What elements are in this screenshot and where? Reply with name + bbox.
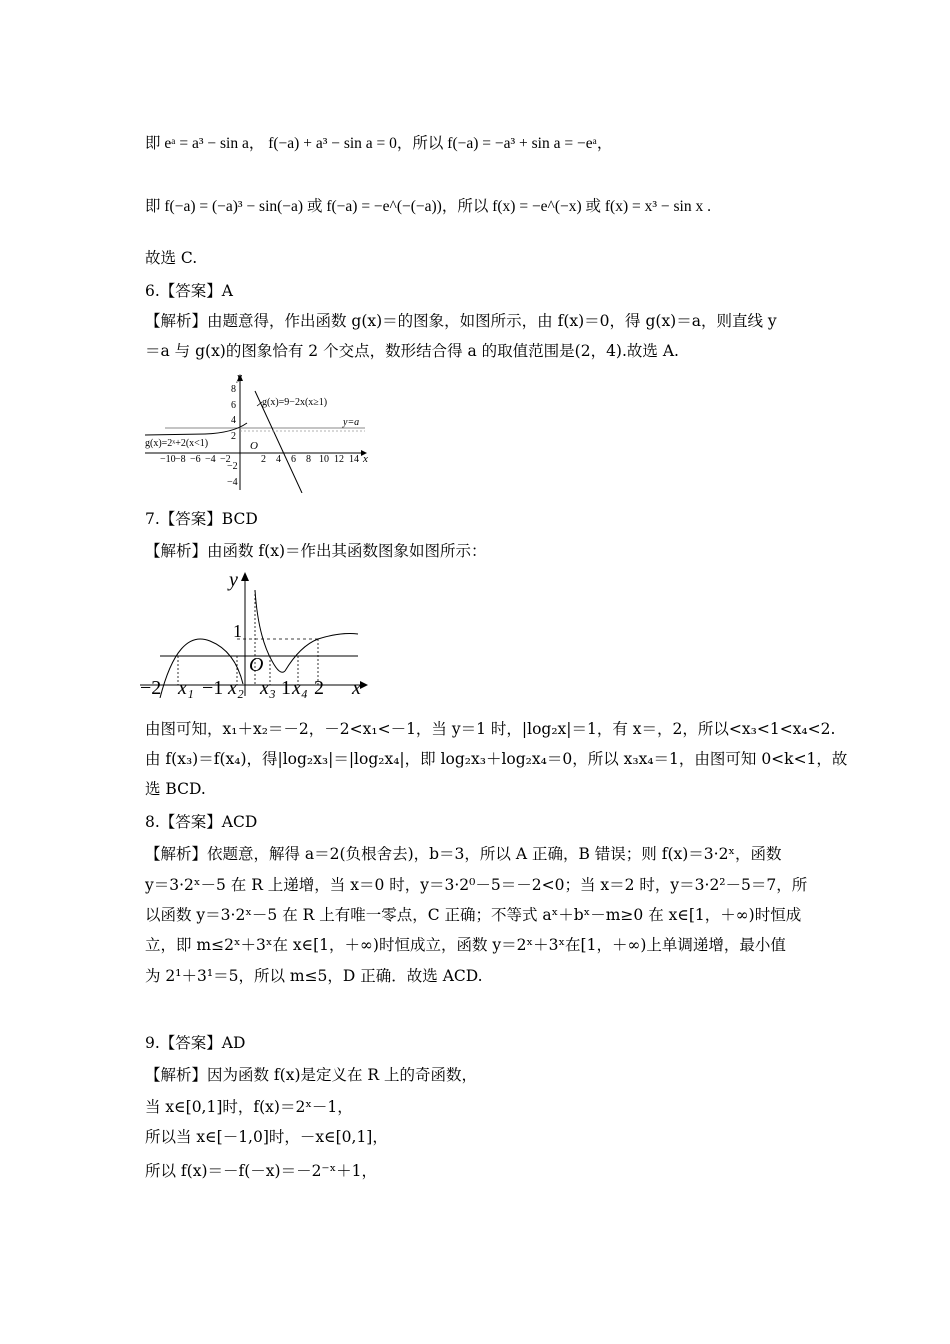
line: 【解析】由函数 f(x)＝作出其函数图象如图所示： — [145, 542, 487, 560]
label-left: g(x)=2ˣ+2(x<1) — [145, 438, 209, 449]
line: 8.【答案】ACD — [145, 813, 258, 831]
line-y-a-label: y=a — [343, 417, 360, 428]
line: 9.【答案】AD — [145, 1034, 246, 1052]
x-label: −2 — [140, 677, 162, 698]
x-axis-label: x — [352, 677, 361, 698]
line: 【解析】由题意得，作出函数 g(x)＝的图象，如图所示，由 f(x)＝0，得 g(x)＝a，则直线 y — [145, 312, 777, 330]
line: 由图可知，x₁＋x₂＝－2，－2<x₁<－1，当 y＝1 时，|log₂x|＝1，有 x＝，2，所以<x₃<1<x₄<2. — [145, 720, 836, 738]
line: ＝a 与 g(x)的图象恰有 2 个交点，数形结合得 a 的取值范围是(2，4).故选 A. — [145, 342, 679, 360]
y-tick: 4 — [231, 415, 236, 426]
line: 所以 f(x)＝－f(－x)＝－2⁻ˣ＋1， — [145, 1162, 378, 1180]
line: 当 x∈[0,1]时，f(x)＝2ˣ－1， — [145, 1098, 353, 1116]
x-tick: 2 — [261, 454, 266, 465]
x-tick: 6 — [291, 454, 296, 465]
line: 6.【答案】A — [145, 282, 233, 300]
y-axis-label: y — [237, 371, 242, 383]
line: 选 BCD. — [145, 780, 206, 798]
x-tick: −10 — [160, 454, 176, 465]
y-axis-label: y — [229, 569, 238, 591]
label-right: g(x)=9−2x(x≥1) — [262, 397, 328, 408]
x-tick: −8 — [175, 454, 186, 465]
line: 所以当 x∈[－1,0]时，－x∈[0,1]， — [145, 1128, 388, 1146]
figure-7-graph — [140, 566, 375, 698]
line: 【解析】依题意，解得 a＝2(负根舍去)，b＝3，所以 A 正确，B 错误；则 f(x)＝3·2ˣ，函数 — [145, 845, 782, 863]
line: 由 f(x₃)＝f(x₄)，得|log₂x₃|＝|log₂x₄|，即 log₂x₃＋log₂x₄＝0，所以 x₃x₄＝1，由图可知 0<k<1，故 — [145, 750, 848, 768]
y-tick: 8 — [231, 384, 236, 395]
x-tick: 10 — [319, 454, 329, 465]
x-label: x₃ — [260, 677, 276, 698]
line: 【解析】因为函数 f(x)是定义在 R 上的奇函数， — [145, 1066, 478, 1084]
line: 立，即 m≤2ˣ＋3ˣ在 x∈[1，＋∞)时恒成立，函数 y＝2ˣ＋3ˣ在[1，＋∞)上单调递增，最小值 — [145, 936, 786, 954]
line: 即 f(−a) = (−a)³ − sin(−a) 或 f(−a) = −e^(−(−a))，所以 f(x) = −e^(−x) 或 f(x) = x³ − sin x . — [145, 198, 711, 215]
line: 以函数 y＝3·2ˣ－5 在 R 上有唯一零点，C 正确；不等式 aˣ＋bˣ－m≥0 在 x∈[1，＋∞)时恒成 — [145, 906, 802, 924]
line: 为 2¹＋3¹＝5，所以 m≤5，D 正确．故选 ACD. — [145, 967, 483, 985]
x-tick: 12 — [334, 454, 344, 465]
line: 故选 C. — [145, 249, 198, 267]
y-tick: −4 — [227, 477, 238, 488]
x-label: −1 — [202, 677, 224, 698]
x-tick: 14 — [349, 454, 359, 465]
figure-6-graph — [145, 368, 375, 493]
line: 7.【答案】BCD — [145, 510, 258, 528]
x-tick: −6 — [190, 454, 201, 465]
x-label: 1 — [281, 677, 291, 698]
line: 即 eᵃ = a³ − sin a， f(−a) + a³ − sin a = 0，所以 f(−a) = −a³ + sin a = −eᵃ， — [145, 135, 613, 152]
y-tick: 2 — [231, 431, 236, 442]
origin-label: O — [249, 654, 264, 676]
y-tick: 6 — [231, 400, 236, 411]
y-one-label: 1 — [233, 621, 242, 641]
x-axis-label: x — [363, 453, 368, 465]
x-label: x₄ — [292, 677, 308, 698]
x-label: 2 — [314, 677, 324, 698]
origin-label: O — [250, 440, 258, 452]
x-label: x₁ — [178, 677, 194, 698]
x-tick: 4 — [276, 454, 281, 465]
x-label: x₂ — [228, 677, 244, 698]
x-tick: −4 — [205, 454, 216, 465]
curve-log-right — [285, 634, 358, 671]
x-tick: −2 — [220, 454, 231, 465]
y-tick: −2 — [227, 461, 238, 472]
x-tick: 8 — [306, 454, 311, 465]
line: y＝3·2ˣ－5 在 R 上递增，当 x＝0 时，y＝3·2⁰－5＝－2<0；当 x＝2 时，y＝3·2²－5＝7，所 — [145, 876, 808, 894]
